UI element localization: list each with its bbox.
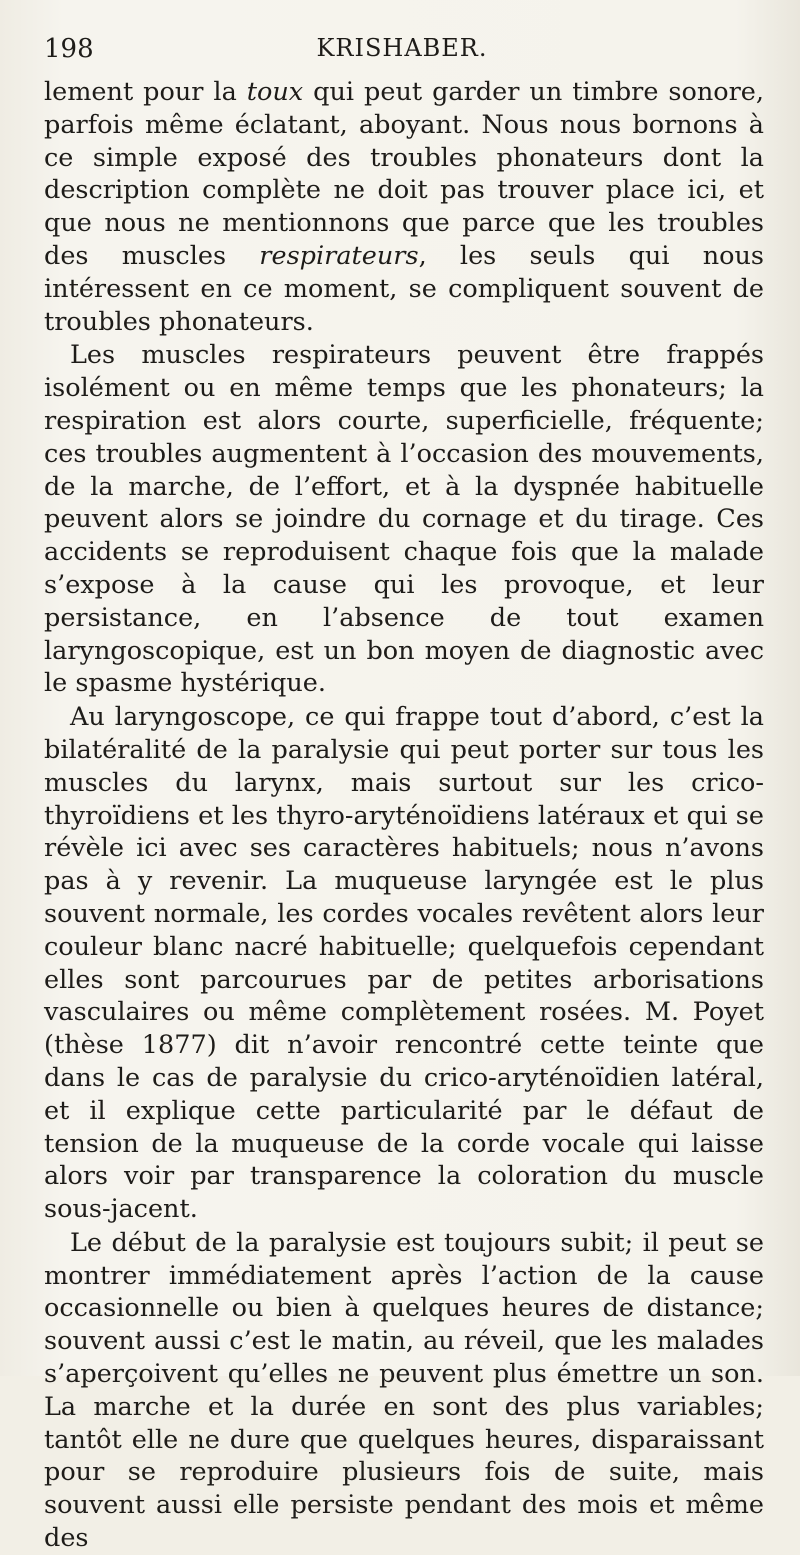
paragraph-2 <box>44 339 764 700</box>
page-header <box>44 34 760 66</box>
text-segment: Les muscles respirateurs peuvent être frappés isolément ou en même temps que les phonateurs; la respiration est alors courte, superficielle, fréquente; ces troubles augmentent à l’occasion des mouvements, de la marche, de l’effort, et à la dyspnée habituelle peuvent alors se joindre du cornage et du tirage. Ces accidents se reproduisent chaque fois que la malade s’expose à la cause qui les provoque, et leur persistance, en l’absence de tout examen laryngoscopique, est un bon moyen de diagnostic avec le spasme hystérique. <box>44 340 764 699</box>
body-text <box>44 76 764 1555</box>
text-segment-italic: toux <box>246 77 304 107</box>
text-segment: qui peut garder un timbre sonore, parfois même éclatant, aboyant. Nous nous bornons à ce simple exposé des troubles phonateurs dont la description complète ne doit pas trouver place ici, et que nous ne mentionnons que parce que les troubles des muscles <box>44 77 765 271</box>
paragraph-1 <box>44 76 764 338</box>
paragraph-3 <box>44 701 764 1226</box>
text-segment-italic: respirateurs <box>259 240 419 271</box>
paragraph-4 <box>44 1227 764 1555</box>
running-title: KRISHABER. <box>316 34 488 62</box>
text-segment: Le début de la paralysie est toujours subit; il peut se montrer immédiatement après l’action de la cause occasionnelle ou bien à quelques heures de distance; souvent aussi c’est le matin, au réveil, que les malades s’aperçoivent qu’elles ne peuvent plus émettre un son. La marche et la durée en sont des plus variables; tantôt elle ne dure que quelques heures, disparaissant pour se reproduire plusieurs fois de suite, mais souvent aussi elle persiste pendant des mois et même des <box>44 1227 764 1554</box>
page-number: 198 <box>44 34 94 64</box>
text-segment: Au laryngoscope, ce qui frappe tout d’abord, c’est la bilatéralité de la paralysie qui peut porter sur tous les muscles du larynx, mais surtout sur les crico-thyroïdiens et les thyro-aryténoïdiens latéraux et qui se révèle ici avec ses caractères habituels; nous n’avons pas à y revenir. La muqueuse laryngée est le plus souvent normale, les cordes vocales revêtent alors leur couleur blanc nacré habituelle; quelquefois cependant elles sont parcourues par de petites arborisations vasculaires ou même complètement rosées. M. Poyet (thèse 1877) dit n’avoir rencontré cette teinte que dans le cas de paralysie du crico-aryténoïdien latéral, et il explique cette particularité par le défaut de tension de la muqueuse de la corde vocale qui laisse alors voir par transparence la coloration du muscle sous-jacent. <box>44 702 764 1225</box>
text-segment: , les seuls qui nous intéressent en ce moment, se compliquent souvent de troubles phonateurs. <box>44 240 765 337</box>
text-segment: lement pour la <box>44 77 247 107</box>
